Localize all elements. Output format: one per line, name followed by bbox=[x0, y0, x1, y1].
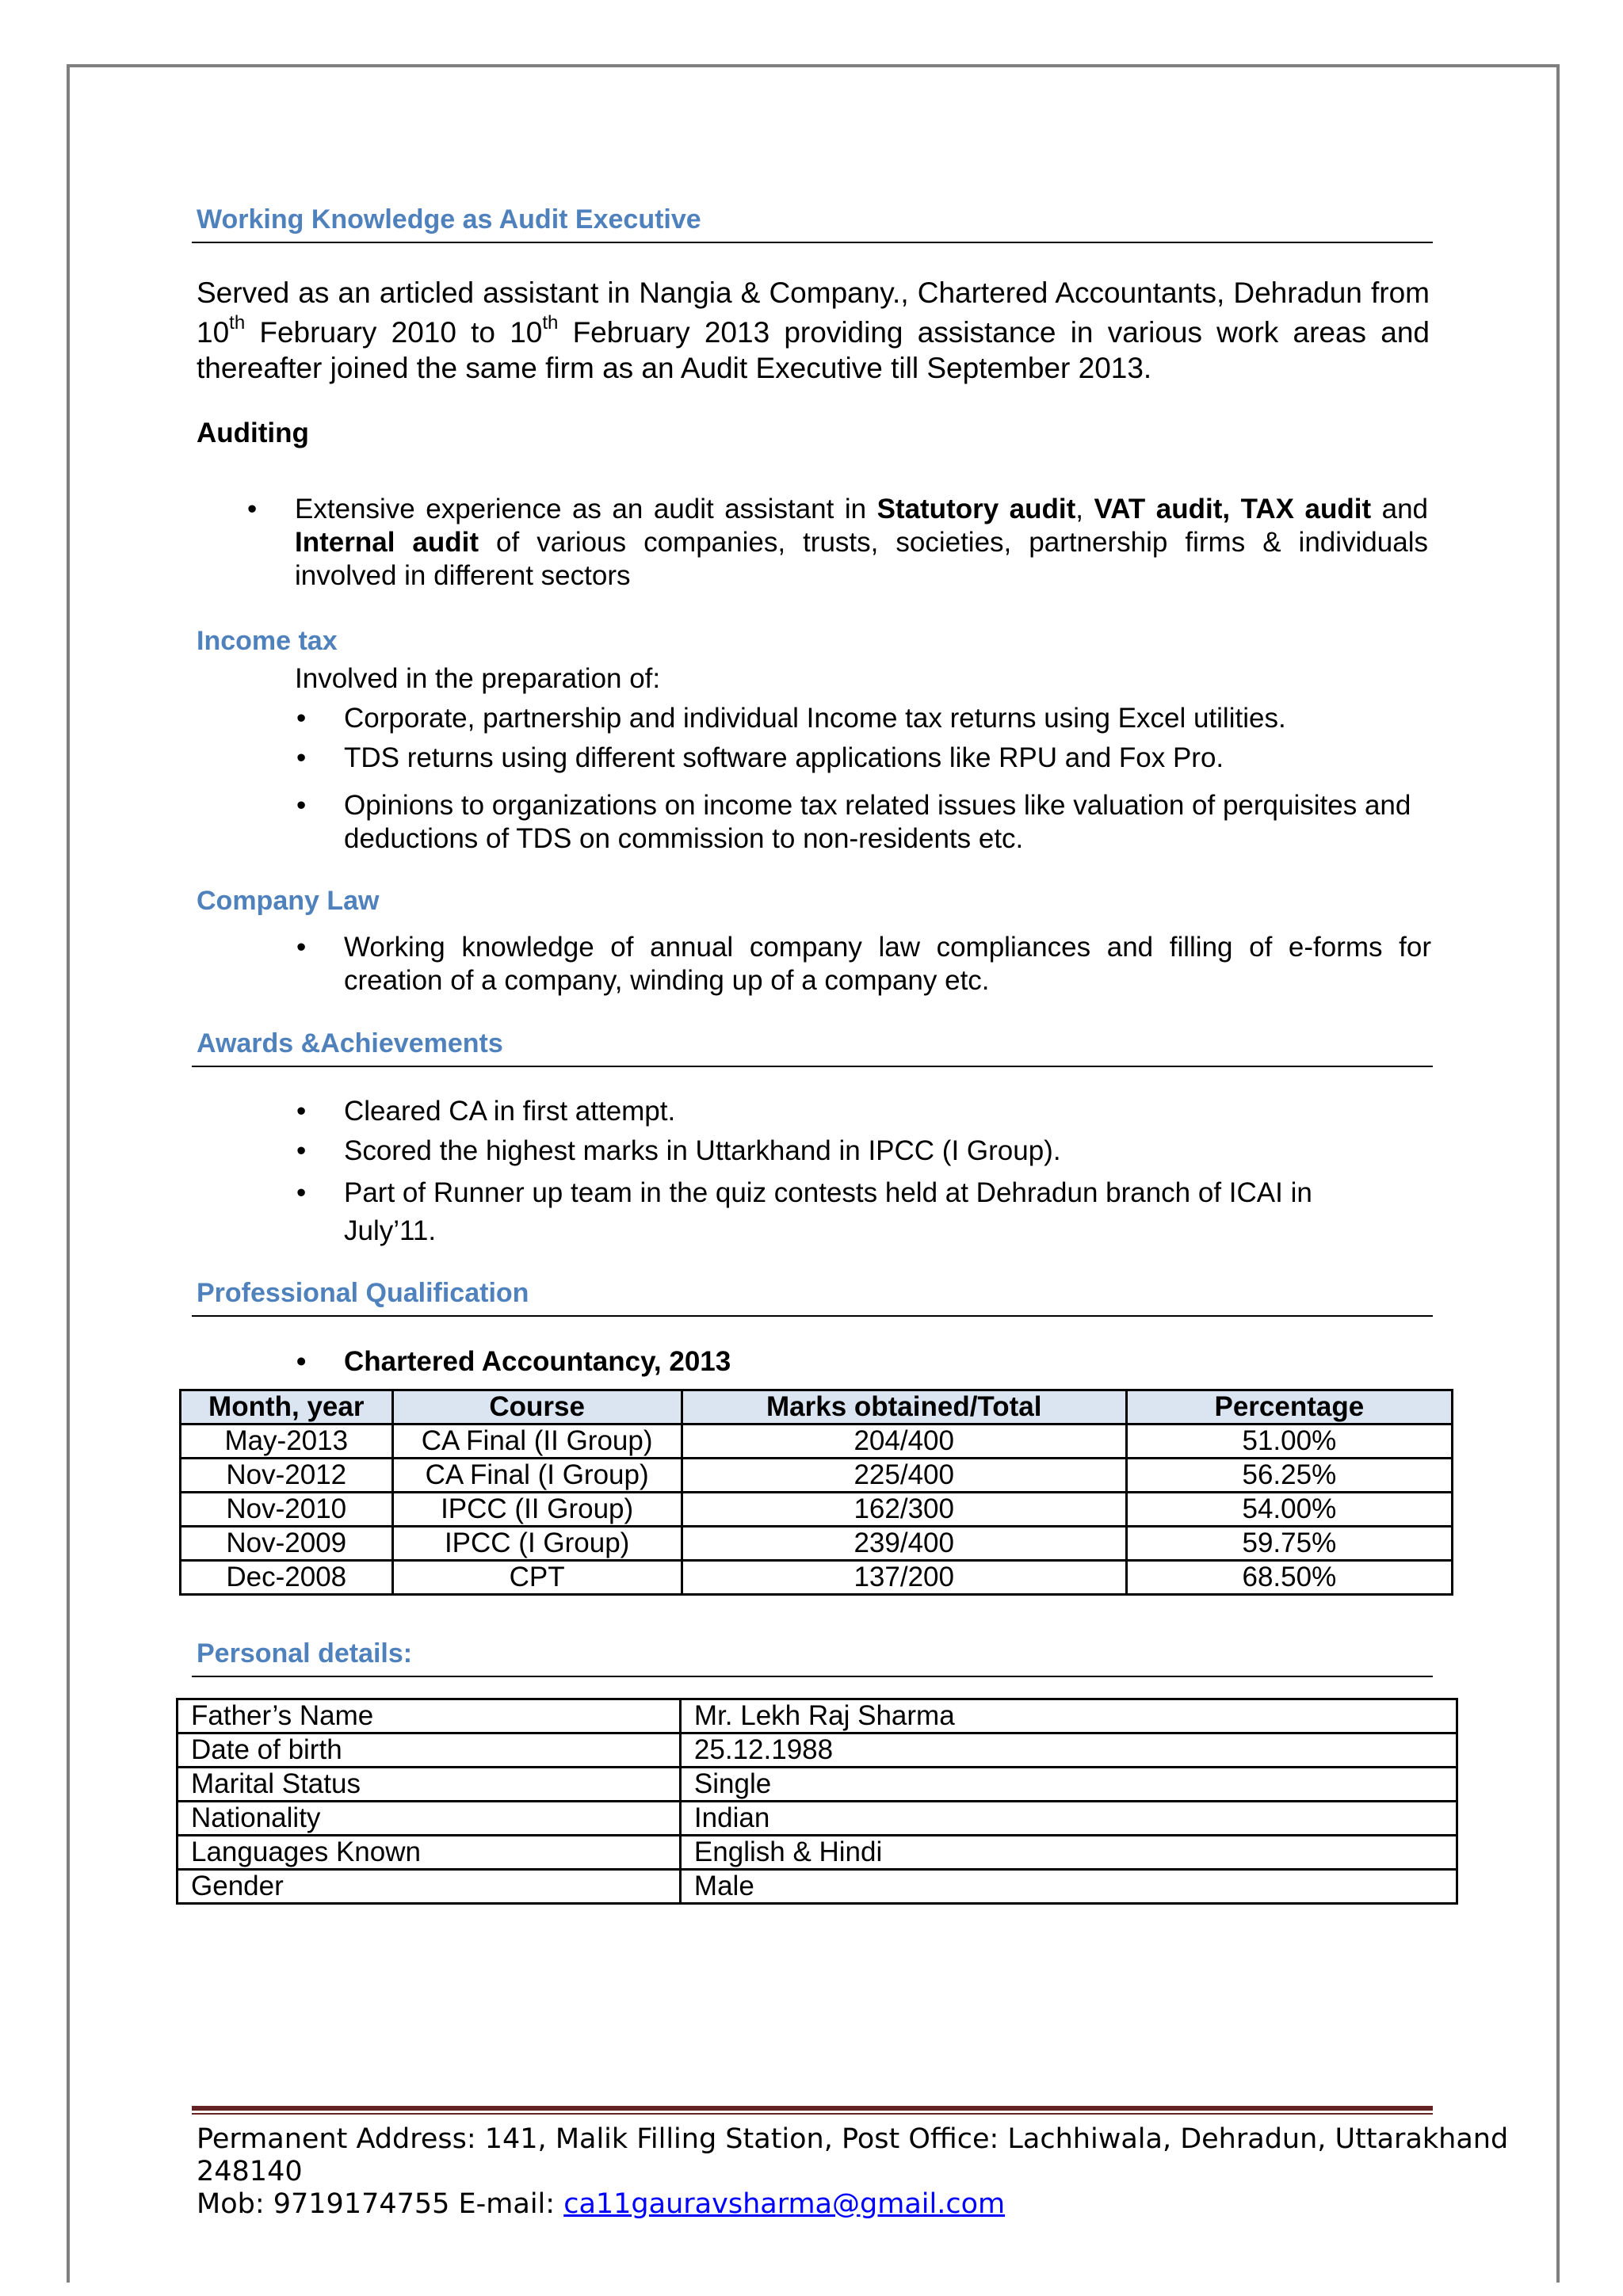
heading-rule bbox=[192, 1676, 1433, 1677]
table-row: Languages Known English & Hindi bbox=[178, 1836, 1457, 1870]
heading-rule bbox=[192, 242, 1433, 243]
company-law-item: • Working knowledge of annual company law compliances and filling of e-forms for creation of a company, winding up of a company etc. bbox=[296, 932, 1431, 996]
personal-details-table bbox=[176, 1698, 1458, 1905]
table-row: Date of birth 25.12.1988 bbox=[178, 1733, 1457, 1768]
heading-qualification: Professional Qualification bbox=[197, 1278, 529, 1308]
table-row: Dec-2008 CPT 137/200 68.50% bbox=[181, 1561, 1453, 1595]
footer-rule bbox=[192, 2106, 1433, 2111]
bullet-dot: • bbox=[247, 494, 258, 524]
heading-income-tax: Income tax bbox=[197, 626, 338, 656]
table-row: Nov-2009 IPCC (I Group) 239/400 59.75% bbox=[181, 1527, 1453, 1561]
table-row: Nov-2012 CA Final (I Group) 225/400 56.25% bbox=[181, 1459, 1453, 1493]
award-item: • Cleared CA in first attempt. bbox=[296, 1096, 676, 1127]
col-header: Marks obtained/Total bbox=[682, 1390, 1126, 1425]
heading-rule bbox=[192, 1066, 1433, 1067]
table-row: Nationality Indian bbox=[178, 1802, 1457, 1836]
heading-rule bbox=[192, 1315, 1433, 1317]
email-link[interactable]: ca11gauravsharma@gmail.com bbox=[563, 2188, 1006, 2220]
award-item: • Scored the highest marks in Uttarkhand in IPCC (I Group). bbox=[296, 1135, 1061, 1166]
footer-contact: Mob: 9719174755 E-mail: ca11gauravsharma@gmail.com bbox=[197, 2188, 1006, 2220]
experience-line-1: Served as an articled assistant in Nangia & Company., Chartered Accountants, Dehradun from bbox=[197, 277, 1430, 309]
income-tax-item: • Opinions to organizations on income tax related issues like valuation of perquisites and deductions of TDS on commission to non-residents etc. bbox=[296, 790, 1411, 854]
experience-line-2: 10th February 2010 to 10th February 2013 providing assistance in various work areas and bbox=[197, 313, 1430, 349]
heading-awards: Awards &Achievements bbox=[197, 1028, 503, 1058]
table-row: Marital Status Single bbox=[178, 1768, 1457, 1802]
heading-audit-executive: Working Knowledge as Audit Executive bbox=[197, 204, 701, 235]
auditing-bullet: • Extensive experience as an audit assistant in Statutory audit, VAT audit, TAX audit and Internal audit of various companies, trusts, societies, partnership firms & individuals involved in different sectors bbox=[247, 494, 1429, 591]
col-header: Percentage bbox=[1126, 1390, 1452, 1425]
award-item: • Part of Runner up team in the quiz contests held at Dehradun branch of ICAI in July’11. bbox=[296, 1177, 1312, 1246]
col-header: Course bbox=[392, 1390, 682, 1425]
col-header: Month, year bbox=[181, 1390, 393, 1425]
footer-rule bbox=[192, 2113, 1433, 2115]
table-row: Father’s Name Mr. Lekh Raj Sharma bbox=[178, 1699, 1457, 1733]
footer-address: Permanent Address: 141, Malik Filling Station, Post Office: Lachhiwala, Dehradun, Uttarakhand 248140 Mob: 9719174755 E-mail: ca11gauravsharma@gmail.com bbox=[197, 2123, 1509, 2220]
marks-table-header bbox=[181, 1390, 1453, 1425]
heading-auditing: Auditing bbox=[197, 418, 309, 448]
qualification-item: • Chartered Accountancy, 2013 bbox=[296, 1346, 731, 1377]
page-border-right bbox=[1556, 64, 1560, 2283]
marks-table bbox=[179, 1389, 1453, 1596]
experience-line-3: thereafter joined the same firm as an Audit Executive till September 2013. bbox=[197, 352, 1152, 384]
income-tax-item: • TDS returns using different software applications like RPU and Fox Pro. bbox=[296, 742, 1224, 773]
heading-company-law: Company Law bbox=[197, 886, 380, 916]
income-tax-item: • Corporate, partnership and individual Income tax returns using Excel utilities. bbox=[296, 703, 1286, 734]
income-tax-intro: Involved in the preparation of: bbox=[295, 663, 661, 694]
table-row: May-2013 CA Final (II Group) 204/400 51.00% bbox=[181, 1425, 1453, 1459]
page-border-left bbox=[67, 64, 70, 2283]
page-border-top bbox=[67, 64, 1560, 67]
heading-personal-details: Personal details: bbox=[197, 1638, 413, 1669]
table-row: Nov-2010 IPCC (II Group) 162/300 54.00% bbox=[181, 1493, 1453, 1527]
table-row: Gender Male bbox=[178, 1870, 1457, 1904]
